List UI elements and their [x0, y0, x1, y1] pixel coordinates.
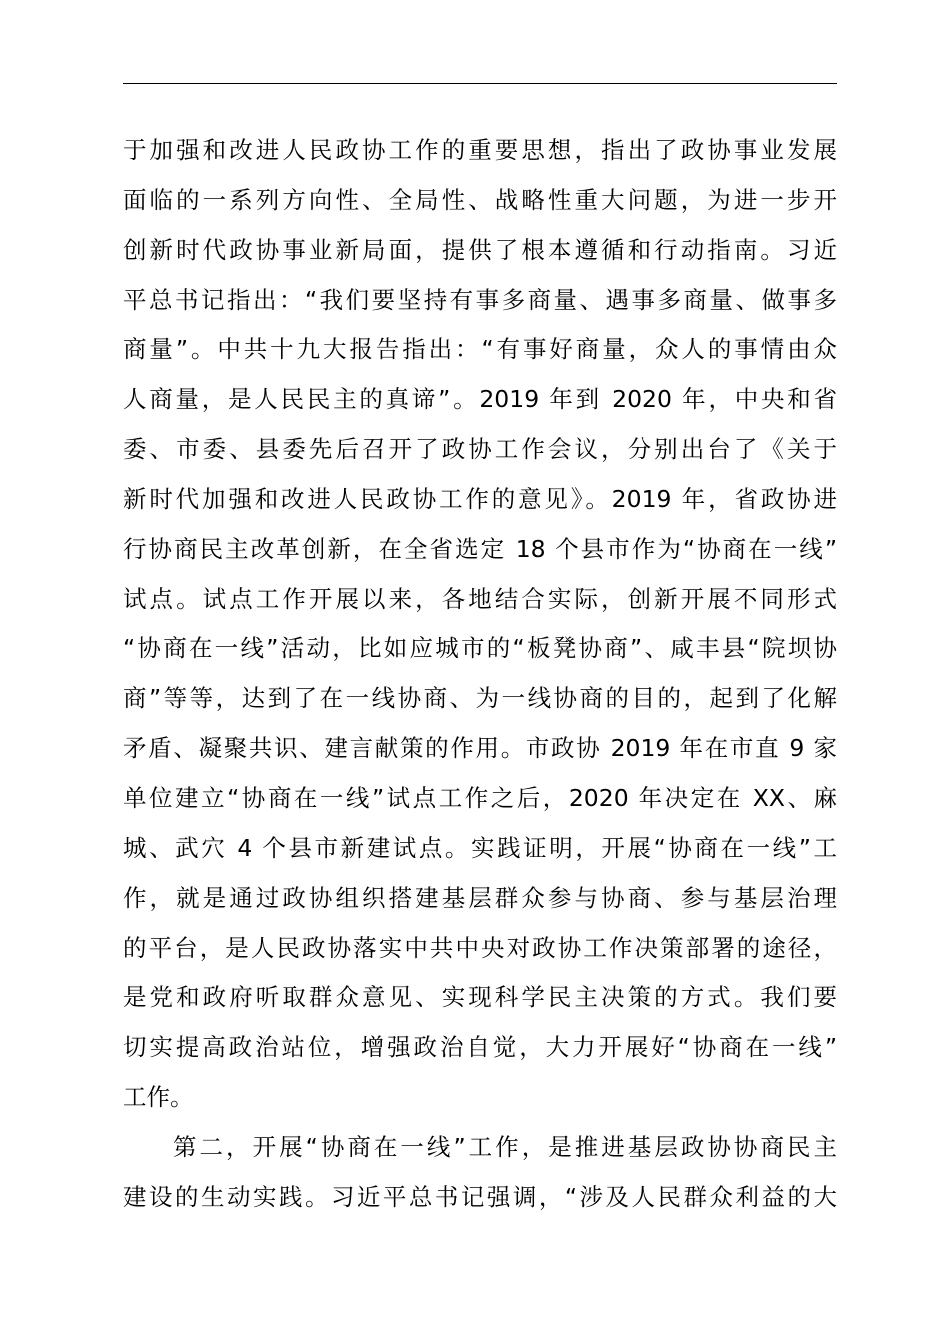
text-line: 的平台，是人民政协落实中共中央对政协工作决策部署的途径，: [123, 933, 837, 962]
text-line: 城、武穴 4 个县市新建试点。实践证明，开展“协商在一线”工: [123, 833, 837, 862]
text-line: 平总书记指出：“我们要坚持有事多商量、遇事多商量、做事多: [123, 285, 837, 314]
paragraph-first-line: 第二，开展“协商在一线”工作，是推进基层政协协商民主: [173, 1132, 837, 1161]
paragraph-end-line: 工作。: [123, 1083, 194, 1112]
text-line: 作，就是通过政协组织搭建基层群众参与协商、参与基层治理: [123, 883, 837, 912]
text-line: 面临的一系列方向性、全局性、战略性重大问题，为进一步开: [123, 185, 837, 214]
text-line: 商”等等，达到了在一线协商、为一线协商的目的，起到了化解: [123, 684, 837, 713]
text-line: 创新时代政协事业新局面，提供了根本遵循和行动指南。习近: [123, 235, 837, 264]
text-line: 试点。试点工作开展以来，各地结合实际，创新开展不同形式: [123, 584, 837, 613]
header-rule: [123, 83, 837, 84]
text-line: 于加强和改进人民政协工作的重要思想，指出了政协事业发展: [123, 136, 837, 164]
body-text: [123, 126, 837, 1223]
text-line: 矛盾、凝聚共识、建言献策的作用。市政协 2019 年在市直 9 家: [123, 734, 837, 763]
text-line: 新时代加强和改进人民政协工作的意见》。2019 年，省政协进: [123, 484, 837, 513]
text-line: 商量”。中共十九大报告指出：“有事好商量，众人的事情由众: [123, 335, 837, 364]
text-line: 行协商民主改革创新，在全省选定 18 个县市作为“协商在一线”: [123, 534, 837, 563]
text-line: “协商在一线”活动，比如应城市的“板凳协商”、咸丰县“院坝协: [123, 634, 837, 663]
text-line: 人商量，是人民民主的真谛”。2019 年到 2020 年，中央和省: [123, 385, 837, 414]
text-line: 单位建立“协商在一线”试点工作之后，2020 年决定在 XX、麻: [123, 783, 837, 812]
text-line: 是党和政府听取群众意见、实现科学民主决策的方式。我们要: [123, 983, 837, 1012]
text-line: 建设的生动实践。习近平总书记强调，“涉及人民群众利益的大: [123, 1182, 837, 1211]
text-line: 委、市委、县委先后召开了政协工作会议，分别出台了《关于: [123, 435, 837, 464]
text-line: 切实提高政治站位，增强政治自觉，大力开展好“协商在一线”: [123, 1033, 837, 1062]
